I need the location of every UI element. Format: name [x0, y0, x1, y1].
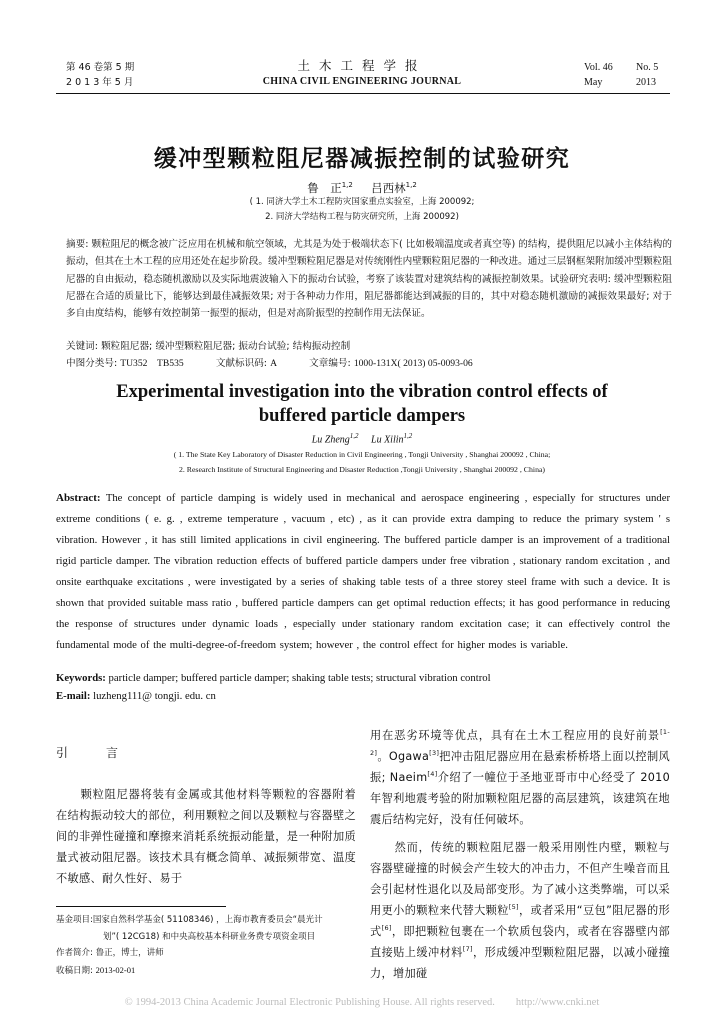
abstract-text-cn: 颗粒阻尼的概念被广泛应用在机械和航空领域，尤其是为处于极端状态下( 比如极端温度或者真空等) 的结构，提供阻尼以减小主体结构的振动，但其在土木工程的应用还处在起步阶段。缓冲型颗粒阻尼器是对传统刚性内壁颗粒阻尼器的一种改进。通过三层钢框架附加缓冲型颗粒阻尼器的自由振动，稳态随机激励以及实际地震波输入下的振动台试验，考察了该装置对建筑结构的减振控制效果。试验研究表明: 缓冲型颗粒阻尼器在合适的质量比下，能够达到最佳减振效果; 对于各种动力作用，阻尼器都能达到减振的目的，其中对稳态随机激励的减振效果最好; 对于多自由度结构，能够有效控制第一振型的振动，但是对高阶振型的控制作用无法保证。: [66, 239, 672, 320]
number-en: No. 5: [636, 62, 659, 73]
text-run: 用在恶劣环境等优点，具有在土木工程应用的良好前景: [370, 729, 661, 742]
heading-char: 引: [56, 746, 69, 760]
abstract-en: [56, 488, 670, 656]
citation-ref[interactable]: [5]: [508, 903, 519, 911]
abstract-text-en: The concept of particle damping is widely used in mechanical and aerospace engineering , especially for structures under extreme conditions ( e. g. , extreme temperature , vacuum , etc) , as it can provide extra damping to reduce the primary system ' s vibration. However , it has still limited applications in civil engineering. The buffered particle damper is an improvement of a traditional rigid particle damper. The vibration reduction effects of buffered particle dampers under free vibration , stationary random excitation , and onsite earthquake excitations , were investigated by a series of shaking table tests of a three storey steel frame with such a device. It is shown that provided suitable mass ratio , buffered particle dampers can get optimal reduction effects; it has good performance in reducing the response of structures under dynamic loads , especially under stationary random excitation case; it can effectively control the fundamental mode of the multi-degree-of-freedom system; however , the control effect for higher modes is variable.: [56, 492, 671, 651]
affiliation-line: 2. 同济大学结构工程与防灾研究所，上海 200092): [265, 212, 459, 222]
section-heading-introduction: [56, 744, 356, 761]
text-run: 然而，传统的颗粒阻尼器一般采用刚性内壁，颗粒与容器壁碰撞的时候会产生较大的冲击力，不但产生噪音而且会引起材性退化以及局部变形。为了减小这类弊端，可以采用更小的颗粒来代替大颗粒: [370, 841, 670, 917]
affiliations-en: [0, 447, 724, 477]
clc-value: TU352 TB535: [120, 358, 184, 369]
fund-info: [56, 912, 366, 929]
citation-ref[interactable]: [7]: [462, 945, 473, 953]
text-run: 介绍了一幢位于圣地亚哥市中心经受了 2010 年智利地震考验的附加颗粒阻尼器的高层建筑，该建筑在地震后结构完好，没有任何破坏。: [370, 771, 670, 826]
citation-ref[interactable]: [6]: [381, 924, 392, 932]
article-no-value: 1000-131X( 2013) 05-0093-06: [353, 358, 473, 369]
text-run: ，或者采用“豆包”阻尼器的形式: [370, 904, 671, 938]
doc-code-label: 文献标识码:: [215, 358, 268, 369]
authors-cn: [0, 180, 724, 196]
citation-ref[interactable]: [3]: [429, 749, 440, 757]
classification-info: [66, 355, 672, 372]
author-name: Lu Xilin: [371, 434, 404, 446]
author-affil-sup: 1,2: [405, 181, 417, 190]
fund-text: 国家自然科学基金( 51108346) ，上海市教育委员会“晨光计: [92, 915, 323, 925]
title-line: Experimental investigation into the vibration control effects of: [116, 382, 608, 402]
text-run: ，形成缓冲型颗粒阻尼器，以减小碰撞力，增加碰: [370, 946, 670, 980]
header-divider: [56, 93, 670, 94]
text-run: ，即把颗粒包裹在一个软质包袋内，或者在容器壁内部直接贴上缓冲材料: [370, 925, 670, 959]
page-title-cn: 缓冲型颗粒阻尼器减振控制的试验研究: [153, 146, 571, 172]
affiliation-line: ( 1. 同济大学土木工程防灾国家重点实验室，上海 200092;: [249, 197, 475, 207]
text-run: 把冲击阻尼器应用在悬索桥桥塔上面以控制风振; Naeim: [370, 750, 670, 784]
keywords-text-cn: 颗粒阻尼器; 缓冲型颗粒阻尼器; 振动台试验; 结构振动控制: [101, 341, 351, 352]
author-bio-text: 鲁正，博士，讲师: [95, 948, 164, 958]
author-bio-label: 作者简介:: [56, 948, 93, 958]
email-address[interactable]: luzheng111@ tongji. edu. cn: [93, 690, 216, 702]
body-paragraph-left: 颗粒阻尼器将装有金属或其他材料等颗粒的容器附着在结构振动较大的部位，利用颗粒之间以及颗粒与容器壁之间的非弹性碰撞和摩擦来消耗系统振动能量，是一种附加质量式被动阻尼器。该技术具有概念简单、减振频带宽、温度不敏感、耐久性好、易于: [56, 788, 356, 885]
author-affil-sup: 1,2: [341, 181, 353, 190]
month-en: May: [584, 77, 603, 88]
date-cn: 2 0 1 3 年 5 月: [66, 77, 134, 88]
body-paragraph-right-2: [370, 837, 670, 984]
fund-text-cont: 划”( 12CG18) 和中央高校基本科研业务费专项资金项目: [103, 931, 316, 942]
fund-label: 基金项目:: [56, 915, 93, 925]
page-title-en: [0, 380, 724, 428]
issue-info-en: [584, 60, 658, 90]
copyright-watermark: © 1994-2013 China Academic Journal Electronic Publishing House. All rights reserved. http://www.cnki.net: [124, 997, 600, 1008]
received-value: 2013-02-01: [95, 964, 136, 975]
keywords-cn: [66, 338, 672, 355]
journal-name-cn: 土木工程学报: [297, 58, 427, 73]
body-paragraph-right-1: [370, 725, 670, 830]
email-line: [56, 687, 670, 705]
received-label: 收稿日期:: [56, 965, 93, 976]
affiliations-cn: [0, 195, 724, 225]
authors-en: [0, 432, 724, 445]
abstract-label-cn: 摘要:: [66, 239, 89, 250]
keywords-en: [56, 669, 670, 687]
affiliation-line: ( 1. The State Key Laboratory of Disaster Reduction in Civil Engineering , Tongji University , Shanghai 200092 , China;: [173, 450, 551, 459]
clc-label: 中图分类号:: [66, 358, 118, 369]
title-line: buffered particle dampers: [258, 406, 466, 426]
volume-cn: 第 46 卷第 5 期: [66, 62, 135, 73]
heading-char: 言: [106, 746, 119, 760]
citation-ref[interactable]: [1-2]: [370, 728, 670, 757]
abstract-cn: [66, 236, 672, 322]
citation-ref[interactable]: [4]: [427, 770, 438, 778]
author-name: 鲁 正: [307, 181, 342, 195]
footnote: [56, 912, 366, 979]
email-label: E-mail:: [56, 690, 91, 702]
author-bio: [56, 945, 366, 962]
journal-name-en: CHINA CIVIL ENGINEERING JOURNAL: [262, 76, 462, 87]
author-name: Lu Zheng: [311, 434, 350, 446]
text-run: 。Ogawa: [377, 750, 430, 763]
article-no-label: 文章编号:: [309, 358, 351, 369]
received-date: [56, 962, 366, 980]
author-affil-sup: 1,2: [349, 432, 359, 440]
keywords-label-en: Keywords:: [56, 672, 106, 684]
footnote-divider: [56, 906, 226, 907]
keywords-label-cn: 关键词:: [66, 341, 99, 352]
affiliation-line: 2. Research Institute of Structural Engineering and Disaster Reduction ,Tongji University , Shanghai 200092 , China): [178, 465, 546, 474]
doc-code-value: A: [270, 358, 278, 369]
author-affil-sup: 1,2: [403, 432, 413, 440]
year-en: 2013: [636, 77, 656, 88]
author-name: 吕西林: [371, 181, 406, 195]
keywords-text-en: particle damper; buffered particle damper; shaking table tests; structural vibration control: [108, 672, 491, 684]
abstract-label-en: Abstract:: [56, 492, 101, 504]
volume-en: Vol. 46: [584, 62, 613, 73]
